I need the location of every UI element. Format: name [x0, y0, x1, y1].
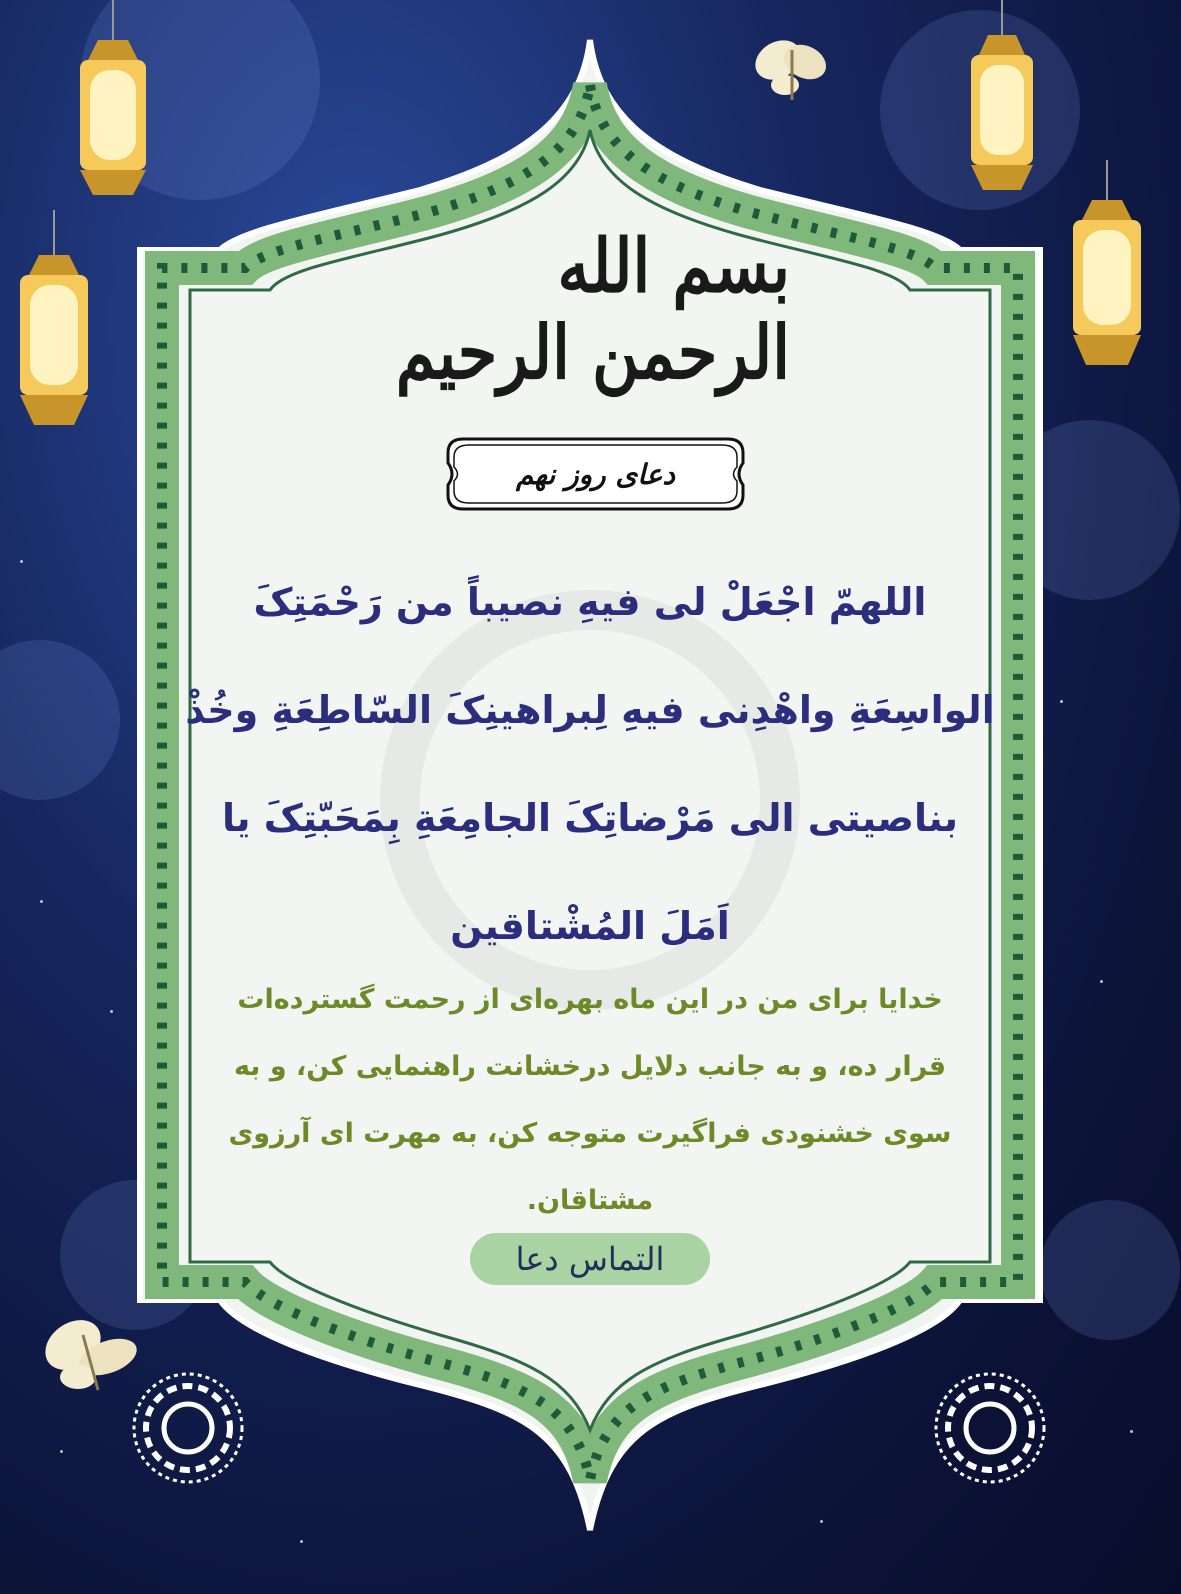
persian-line: سوی خشنودی فراگیرت متوجه کن، به مهرت ای آرزوی	[228, 1118, 952, 1149]
butterfly-icon	[750, 30, 835, 110]
persian-line: مشتاقان.	[526, 1185, 654, 1216]
arabic-line: بناصیتی الی مَرْضاتِکَ الجامِعَةِ بِمَحَبّتِکَ یا	[221, 796, 959, 840]
persian-line: خدایا برای من در این ماه بهره‌ای از رحمت گسترده‌ات	[237, 984, 943, 1015]
persian-line: قرار ده، و به جانب دلایل درخشانت راهنمایی کن، و به	[233, 1051, 947, 1082]
page-title: دعای روز نهم	[515, 457, 676, 491]
arabic-line: اَمَلَ المُشْتاقین	[450, 904, 730, 948]
arabic-line: الواسِعَةِ واهْدِنی فیهِ لِبراهینِکَ السّاطِعَةِ وخُذْ	[185, 688, 995, 732]
persian-translation	[185, 966, 995, 1234]
closing-badge: التماس دعا	[470, 1233, 710, 1285]
calligraphy-medallion-icon	[128, 1368, 248, 1488]
bismillah-calligraphy: بسم الله الرحمن الرحیم	[395, 223, 790, 397]
arabic-prayer	[180, 548, 1000, 980]
title-box	[443, 433, 748, 515]
arabic-line: اللهمّ اجْعَلْ لی فیهِ نصیباً من رَحْمَتِکَ	[253, 580, 927, 624]
calligraphy-medallion-icon	[930, 1368, 1050, 1488]
